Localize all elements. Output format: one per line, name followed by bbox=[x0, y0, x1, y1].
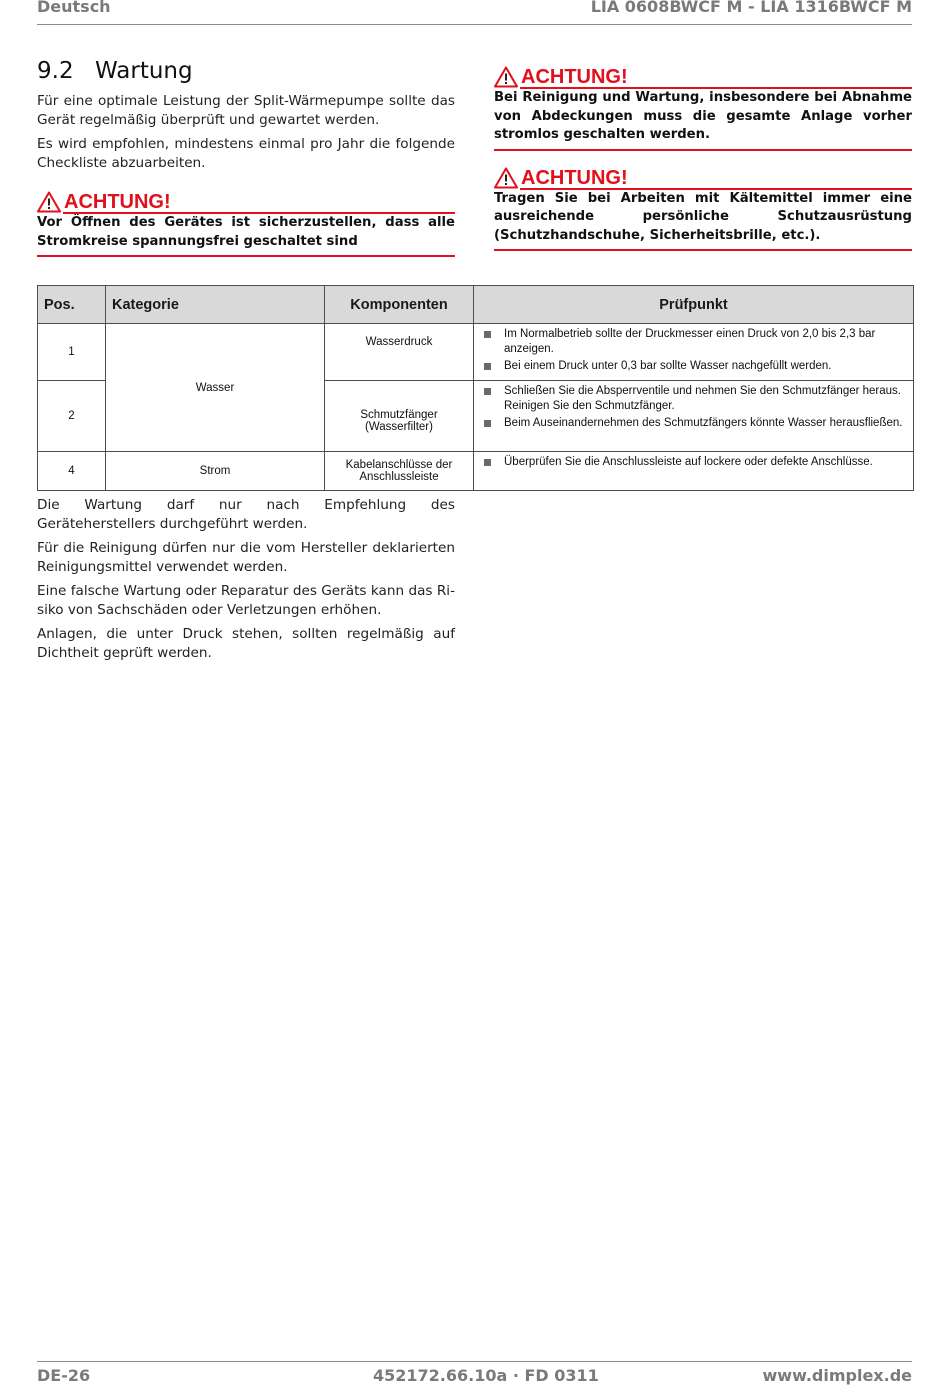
table-row bbox=[38, 452, 914, 491]
table-header-row bbox=[38, 286, 914, 324]
warning-block-1 bbox=[37, 187, 455, 257]
closing-paragraph-2: Für die Reinigung dürfen nur die vom Hersteller deklarierten Reinigungsmittel verwendet werden. bbox=[37, 540, 455, 575]
intro-paragraph-1: Für eine optimale Leistung der Split-Wärmepumpe sollte das Gerät regelmäßig überprüft und gewartet werden. bbox=[37, 93, 455, 128]
warning-triangle-icon bbox=[494, 167, 518, 189]
warning-title: ACHTUNG! bbox=[64, 191, 171, 213]
checkpoint-item: Im Normalbetrieb sollte der Druckmesser einen Druck von 2,0 bis 2,3 bar anzeigen. bbox=[484, 327, 909, 357]
checkpoint-item: Beim Auseinandernehmen des Schmutzfängers könnte Wasser herausfließen. bbox=[484, 416, 909, 431]
checkpoint-item: Überprüfen Sie die Anschlussleiste auf lockere oder defekte Anschlüsse. bbox=[484, 455, 909, 470]
section-heading bbox=[37, 58, 455, 84]
warning-text: Vor Öffnen des Gerätes ist sicherzustellen, dass alle Stromkreise spannungsfrei geschaltet sind bbox=[37, 213, 455, 257]
left-column bbox=[37, 58, 455, 257]
right-column bbox=[494, 62, 912, 251]
row-pos: 4 bbox=[38, 452, 106, 491]
warning-block-2 bbox=[494, 62, 912, 151]
row-component: Kabelanschlüsse der Anschlussleiste bbox=[325, 452, 474, 491]
page-header bbox=[37, 0, 912, 25]
warning-triangle-icon bbox=[494, 66, 518, 88]
row-component: Wasserdruck bbox=[325, 324, 474, 381]
row-category: Wasser bbox=[106, 324, 325, 452]
row-checkpoints bbox=[474, 324, 914, 381]
row-component: Schmutzfänger (Wasserfilter) bbox=[325, 381, 474, 452]
warning-text: Bei Reinigung und Wartung, insbesondere bei Abnahme von Abdeckungen muss die gesamte Anlage vorher stromlos geschalten werden. bbox=[494, 88, 912, 151]
row-checkpoints bbox=[474, 452, 914, 491]
warning-text: Tragen Sie bei Arbeiten mit Kältemittel immer eine ausreichende persönliche Schutzausrüstung (Schutzhandschuhe, Sicherheitsbrille, etc.). bbox=[494, 189, 912, 252]
checkpoint-item: Bei einem Druck unter 0,3 bar sollte Wasser nachgefüllt werden. bbox=[484, 359, 909, 374]
closing-paragraph-1: Die Wartung darf nur nach Empfehlung des Geräteherstellers durchgeführt werden. bbox=[37, 497, 455, 532]
warning-title: ACHTUNG! bbox=[521, 166, 628, 189]
warning-block-3 bbox=[494, 163, 912, 252]
section-title: Wartung bbox=[95, 58, 193, 84]
header-language: Deutsch bbox=[37, 0, 111, 16]
footer-website: www.dimplex.de bbox=[762, 1366, 912, 1385]
column-header-checkpoint: Prüfpunkt bbox=[474, 286, 914, 324]
column-header-components: Komponenten bbox=[325, 286, 474, 324]
footer-doc-id: 452172.66.10a · FD 0311 bbox=[373, 1366, 599, 1385]
row-category: Strom bbox=[106, 452, 325, 491]
column-header-category: Kategorie bbox=[106, 286, 325, 324]
warning-title: ACHTUNG! bbox=[521, 66, 628, 88]
warning-triangle-icon bbox=[37, 191, 61, 213]
row-pos: 1 bbox=[38, 324, 106, 381]
section-number: 9.2 bbox=[37, 58, 74, 84]
maintenance-checklist-table bbox=[37, 285, 914, 491]
page-footer bbox=[37, 1361, 912, 1387]
closing-notes bbox=[37, 496, 455, 668]
header-model: LIA 0608BWCF M - LIA 1316BWCF M bbox=[590, 0, 912, 16]
table-row bbox=[38, 324, 914, 381]
row-pos: 2 bbox=[38, 381, 106, 452]
intro-paragraph-2: Es wird empfohlen, mindestens einmal pro Jahr die folgende Checkliste abzuarbeiten. bbox=[37, 136, 455, 171]
column-header-pos: Pos. bbox=[38, 286, 106, 324]
footer-page-number: DE-26 bbox=[37, 1366, 91, 1385]
closing-paragraph-3: Eine falsche Wartung oder Reparatur des Geräts kann das Risiko von Sachschäden oder Verletzungen erhöhen. bbox=[37, 583, 455, 618]
closing-paragraph-4: Anlagen, die unter Druck stehen, sollten regelmäßig auf Dichtheit geprüft werden. bbox=[37, 626, 455, 661]
row-checkpoints bbox=[474, 381, 914, 452]
checkpoint-item: Schließen Sie die Absperrventile und nehmen Sie den Schmutzfänger heraus. Reinigen Sie den Schmutzfänger. bbox=[484, 384, 909, 414]
